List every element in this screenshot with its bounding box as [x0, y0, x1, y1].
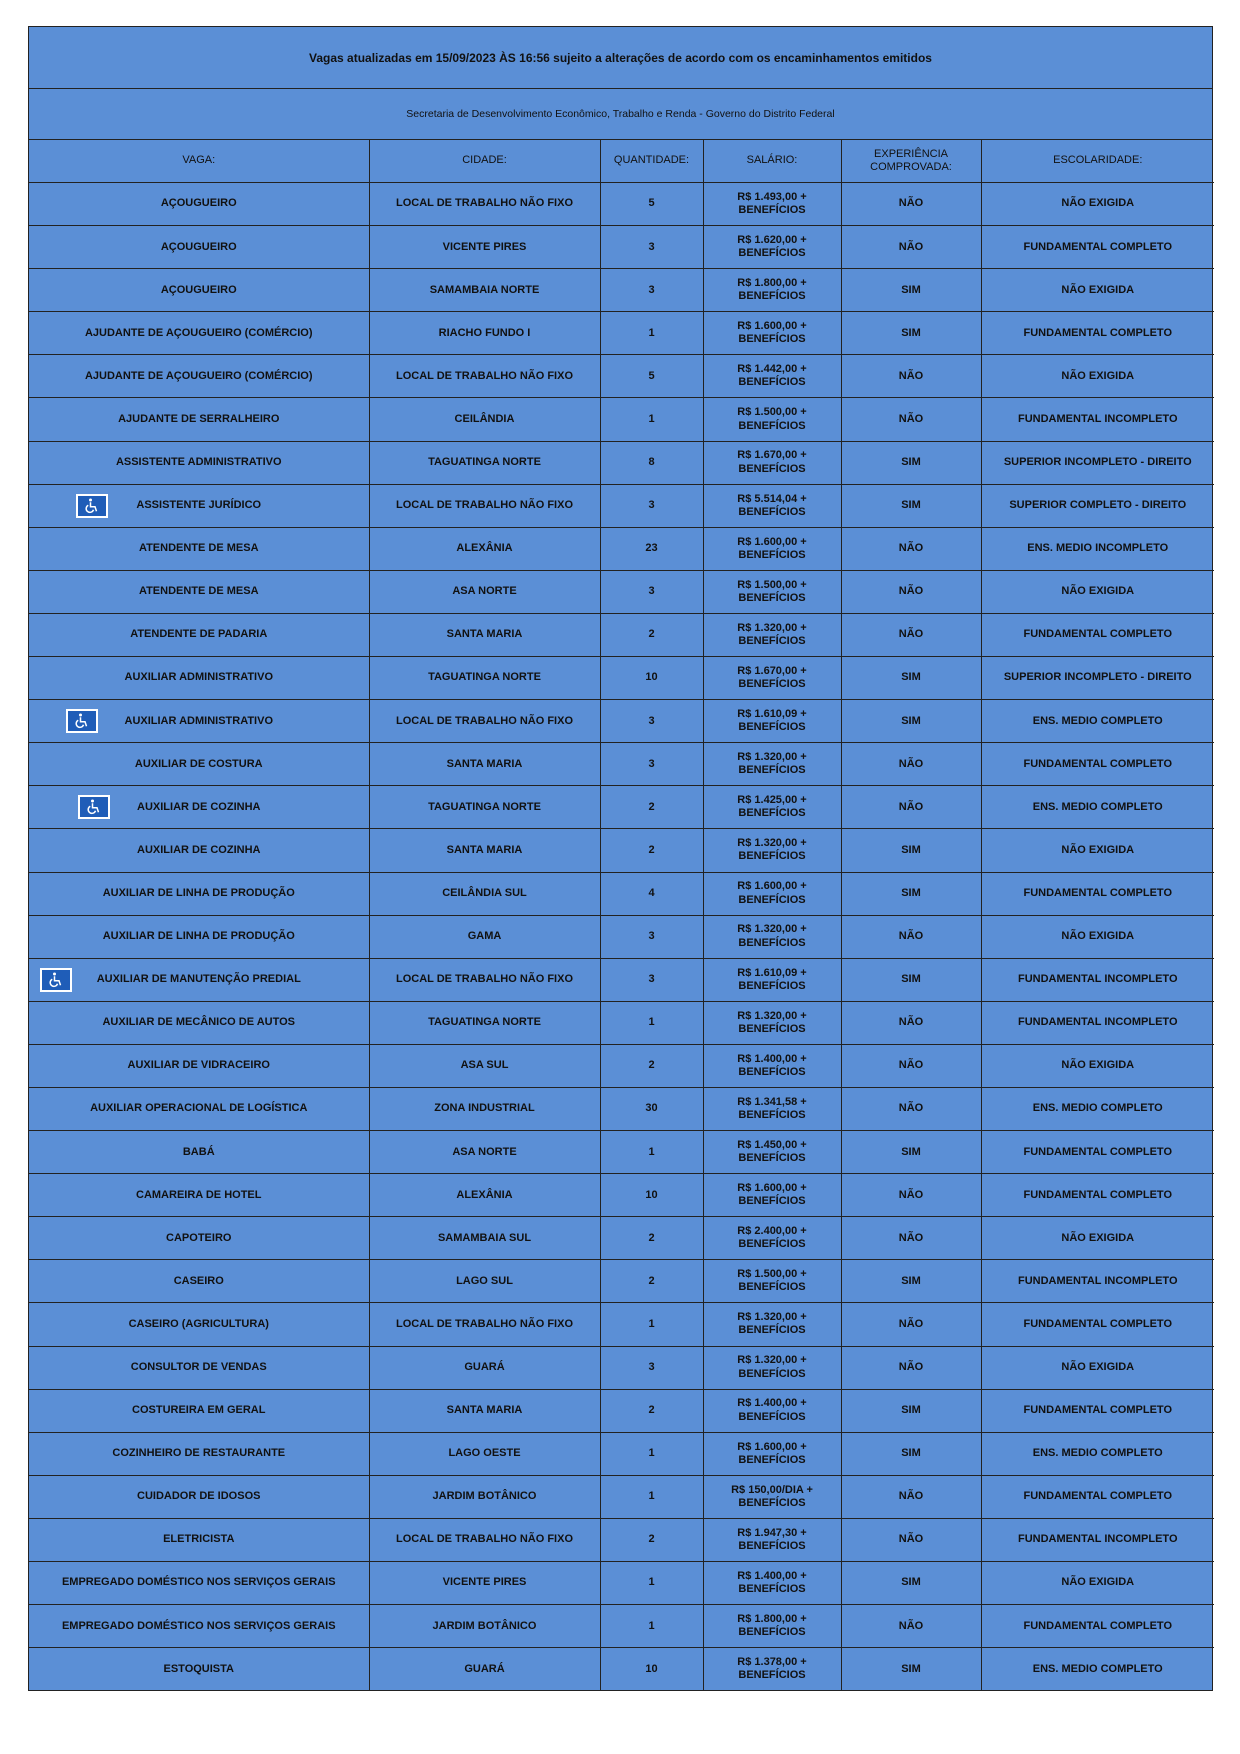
cell-cidade: GUARÁ [369, 1648, 600, 1691]
cell-vaga [29, 484, 369, 527]
cell-salario: R$ 1.320,00 + BENEFÍCIOS [703, 829, 841, 872]
cell-cidade: GUARÁ [369, 1346, 600, 1389]
wheelchair-icon [76, 494, 108, 518]
column-header-quantidade: QUANTIDADE: [600, 140, 703, 183]
table-row [29, 1087, 1214, 1130]
cell-salario: R$ 1.320,00 + BENEFÍCIOS [703, 743, 841, 786]
cell-vaga [29, 786, 369, 829]
vaga-label: AUXILIAR ADMINISTRATIVO [124, 671, 273, 684]
cell-cidade: SAMAMBAIA NORTE [369, 269, 600, 312]
vaga-label: AUXILIAR DE VIDRACEIRO [127, 1059, 270, 1072]
cell-experiencia: NÃO [841, 1174, 981, 1217]
table-row [29, 1044, 1214, 1087]
table-body [29, 183, 1214, 1691]
cell-escolaridade: SUPERIOR COMPLETO - DIREITO [981, 484, 1214, 527]
vaga-label: ESTOQUISTA [163, 1662, 234, 1675]
cell-salario: R$ 1.320,00 + BENEFÍCIOS [703, 613, 841, 656]
cell-experiencia: NÃO [841, 1087, 981, 1130]
cell-cidade: LOCAL DE TRABALHO NÃO FIXO [369, 1303, 600, 1346]
cell-escolaridade: FUNDAMENTAL INCOMPLETO [981, 1260, 1214, 1303]
cell-vaga [29, 1518, 369, 1561]
table-row [29, 355, 1214, 398]
cell-vaga [29, 1174, 369, 1217]
cell-cidade: ASA NORTE [369, 1131, 600, 1174]
column-header-vaga: VAGA: [29, 140, 369, 183]
cell-salario: R$ 1.670,00 + BENEFÍCIOS [703, 657, 841, 700]
cell-vaga [29, 1346, 369, 1389]
cell-escolaridade: FUNDAMENTAL COMPLETO [981, 1303, 1214, 1346]
cell-escolaridade: NÃO EXIGIDA [981, 355, 1214, 398]
cell-experiencia: NÃO [841, 1001, 981, 1044]
cell-salario: R$ 1.800,00 + BENEFÍCIOS [703, 1605, 841, 1648]
cell-experiencia: NÃO [841, 1346, 981, 1389]
cell-escolaridade: FUNDAMENTAL INCOMPLETO [981, 1001, 1214, 1044]
cell-experiencia: NÃO [841, 226, 981, 269]
cell-quantidade: 5 [600, 183, 703, 226]
cell-escolaridade: NÃO EXIGIDA [981, 269, 1214, 312]
cell-salario: R$ 5.514,04 + BENEFÍCIOS [703, 484, 841, 527]
cell-vaga [29, 657, 369, 700]
cell-escolaridade: FUNDAMENTAL COMPLETO [981, 226, 1214, 269]
vaga-label: BABÁ [182, 1145, 215, 1158]
cell-escolaridade: ENS. MEDIO INCOMPLETO [981, 527, 1214, 570]
cell-quantidade: 4 [600, 872, 703, 915]
cell-quantidade: 3 [600, 958, 703, 1001]
cell-cidade: ALEXÂNIA [369, 527, 600, 570]
cell-quantidade: 10 [600, 1174, 703, 1217]
cell-vaga [29, 1131, 369, 1174]
table-header-row [29, 140, 1214, 183]
cell-experiencia: NÃO [841, 1605, 981, 1648]
cell-cidade: SANTA MARIA [369, 743, 600, 786]
cell-escolaridade: NÃO EXIGIDA [981, 829, 1214, 872]
table-row [29, 183, 1214, 226]
cell-vaga [29, 613, 369, 656]
cell-cidade: VICENTE PIRES [369, 1562, 600, 1605]
cell-quantidade: 1 [600, 1303, 703, 1346]
vaga-label: AÇOUGUEIRO [160, 197, 237, 210]
cell-salario: R$ 1.320,00 + BENEFÍCIOS [703, 1346, 841, 1389]
cell-escolaridade: SUPERIOR INCOMPLETO - DIREITO [981, 441, 1214, 484]
vaga-label: CUIDADOR DE IDOSOS [137, 1490, 261, 1503]
cell-experiencia: SIM [841, 1131, 981, 1174]
cell-salario: R$ 1.600,00 + BENEFÍCIOS [703, 527, 841, 570]
table-row [29, 226, 1214, 269]
cell-salario: R$ 1.947,30 + BENEFÍCIOS [703, 1518, 841, 1561]
cell-escolaridade: FUNDAMENTAL COMPLETO [981, 1475, 1214, 1518]
cell-experiencia: SIM [841, 1432, 981, 1475]
table-row [29, 1001, 1214, 1044]
cell-cidade: LOCAL DE TRABALHO NÃO FIXO [369, 958, 600, 1001]
cell-quantidade: 2 [600, 829, 703, 872]
cell-salario: R$ 1.670,00 + BENEFÍCIOS [703, 441, 841, 484]
table-row [29, 613, 1214, 656]
table-row [29, 700, 1214, 743]
table-row [29, 1303, 1214, 1346]
vaga-label: AUXILIAR DE LINHA DE PRODUÇÃO [102, 886, 295, 899]
cell-cidade: CEILÂNDIA [369, 398, 600, 441]
cell-quantidade: 3 [600, 743, 703, 786]
wheelchair-icon [40, 968, 72, 992]
cell-quantidade: 3 [600, 269, 703, 312]
cell-vaga [29, 355, 369, 398]
cell-cidade: LOCAL DE TRABALHO NÃO FIXO [369, 700, 600, 743]
cell-experiencia: SIM [841, 1562, 981, 1605]
cell-vaga [29, 269, 369, 312]
cell-experiencia: SIM [841, 312, 981, 355]
cell-cidade: TAGUATINGA NORTE [369, 657, 600, 700]
cell-salario: R$ 1.600,00 + BENEFÍCIOS [703, 1174, 841, 1217]
table-row [29, 1260, 1214, 1303]
cell-cidade: JARDIM BOTÂNICO [369, 1605, 600, 1648]
cell-cidade: SANTA MARIA [369, 1389, 600, 1432]
table-row [29, 657, 1214, 700]
cell-vaga [29, 1648, 369, 1691]
cell-escolaridade: FUNDAMENTAL COMPLETO [981, 1174, 1214, 1217]
cell-quantidade: 1 [600, 1562, 703, 1605]
cell-salario: R$ 1.400,00 + BENEFÍCIOS [703, 1044, 841, 1087]
cell-quantidade: 2 [600, 1217, 703, 1260]
cell-escolaridade: FUNDAMENTAL INCOMPLETO [981, 398, 1214, 441]
cell-vaga [29, 829, 369, 872]
cell-quantidade: 3 [600, 226, 703, 269]
cell-salario: R$ 1.341,58 + BENEFÍCIOS [703, 1087, 841, 1130]
vaga-label: CONSULTOR DE VENDAS [130, 1360, 267, 1373]
cell-escolaridade: NÃO EXIGIDA [981, 1346, 1214, 1389]
cell-cidade: RIACHO FUNDO I [369, 312, 600, 355]
cell-quantidade: 23 [600, 527, 703, 570]
vaga-label: CAMAREIRA DE HOTEL [136, 1188, 262, 1201]
table-row [29, 570, 1214, 613]
table-row [29, 527, 1214, 570]
page-subtitle: Secretaria de Desenvolvimento Econômico, Trabalho e Renda - Governo do Distrito Federal [29, 89, 1212, 140]
cell-vaga [29, 1044, 369, 1087]
cell-quantidade: 1 [600, 398, 703, 441]
cell-vaga [29, 398, 369, 441]
cell-salario: R$ 1.600,00 + BENEFÍCIOS [703, 872, 841, 915]
cell-experiencia: SIM [841, 1648, 981, 1691]
cell-quantidade: 8 [600, 441, 703, 484]
column-header-experiencia: EXPERIÊNCIA COMPROVADA: [841, 140, 981, 183]
table-row [29, 1605, 1214, 1648]
vaga-label: AUXILIAR OPERACIONAL DE LOGÍSTICA [90, 1102, 308, 1115]
cell-cidade: ASA SUL [369, 1044, 600, 1087]
cell-cidade: ALEXÂNIA [369, 1174, 600, 1217]
cell-escolaridade: ENS. MEDIO COMPLETO [981, 1432, 1214, 1475]
cell-vaga [29, 1260, 369, 1303]
cell-escolaridade: NÃO EXIGIDA [981, 1217, 1214, 1260]
cell-vaga [29, 1303, 369, 1346]
cell-experiencia: NÃO [841, 1303, 981, 1346]
cell-quantidade: 10 [600, 657, 703, 700]
cell-vaga [29, 915, 369, 958]
cell-experiencia: NÃO [841, 1518, 981, 1561]
cell-quantidade: 1 [600, 1605, 703, 1648]
cell-cidade: ZONA INDUSTRIAL [369, 1087, 600, 1130]
cell-escolaridade: FUNDAMENTAL COMPLETO [981, 613, 1214, 656]
table-row [29, 484, 1214, 527]
cell-cidade: JARDIM BOTÂNICO [369, 1475, 600, 1518]
table-row [29, 1648, 1214, 1691]
vaga-label: CASEIRO [173, 1274, 224, 1287]
cell-experiencia: SIM [841, 1260, 981, 1303]
cell-escolaridade: FUNDAMENTAL COMPLETO [981, 1131, 1214, 1174]
cell-experiencia: NÃO [841, 786, 981, 829]
cell-quantidade: 1 [600, 1001, 703, 1044]
cell-escolaridade: SUPERIOR INCOMPLETO - DIREITO [981, 657, 1214, 700]
cell-cidade: VICENTE PIRES [369, 226, 600, 269]
cell-quantidade: 3 [600, 700, 703, 743]
table-row [29, 398, 1214, 441]
cell-experiencia: SIM [841, 958, 981, 1001]
cell-cidade: TAGUATINGA NORTE [369, 786, 600, 829]
vaga-label: ATENDENTE DE MESA [138, 585, 259, 598]
cell-salario: R$ 1.400,00 + BENEFÍCIOS [703, 1562, 841, 1605]
cell-vaga [29, 1605, 369, 1648]
cell-salario: R$ 1.400,00 + BENEFÍCIOS [703, 1389, 841, 1432]
vaga-label: AUXILIAR DE COSTURA [134, 757, 263, 770]
table-row [29, 958, 1214, 1001]
cell-vaga [29, 1432, 369, 1475]
cell-cidade: LOCAL DE TRABALHO NÃO FIXO [369, 355, 600, 398]
vaga-label: AUXILIAR ADMINISTRATIVO [124, 714, 273, 727]
table-row [29, 1518, 1214, 1561]
cell-quantidade: 2 [600, 1389, 703, 1432]
vaga-label: AÇOUGUEIRO [160, 283, 237, 296]
column-header-cidade: CIDADE: [369, 140, 600, 183]
table-row [29, 1475, 1214, 1518]
table-row [29, 1389, 1214, 1432]
cell-experiencia: NÃO [841, 1044, 981, 1087]
cell-escolaridade: NÃO EXIGIDA [981, 570, 1214, 613]
vaga-label: AUXILIAR DE LINHA DE PRODUÇÃO [102, 930, 295, 943]
cell-cidade: LOCAL DE TRABALHO NÃO FIXO [369, 1518, 600, 1561]
cell-salario: R$ 1.320,00 + BENEFÍCIOS [703, 1303, 841, 1346]
vaga-label: EMPREGADO DOMÉSTICO NOS SERVIÇOS GERAIS [61, 1576, 336, 1589]
table-row [29, 743, 1214, 786]
vaga-label: AJUDANTE DE SERRALHEIRO [118, 412, 280, 425]
cell-salario: R$ 1.800,00 + BENEFÍCIOS [703, 269, 841, 312]
cell-salario: R$ 1.610,09 + BENEFÍCIOS [703, 958, 841, 1001]
vaga-label: CAPOTEIRO [166, 1231, 232, 1244]
vaga-label: ATENDENTE DE MESA [138, 542, 259, 555]
cell-escolaridade: NÃO EXIGIDA [981, 183, 1214, 226]
cell-quantidade: 1 [600, 1432, 703, 1475]
vaga-label: COZINHEIRO DE RESTAURANTE [112, 1447, 286, 1460]
cell-cidade: CEILÂNDIA SUL [369, 872, 600, 915]
cell-vaga [29, 1389, 369, 1432]
cell-experiencia: NÃO [841, 1475, 981, 1518]
cell-escolaridade: ENS. MEDIO COMPLETO [981, 1087, 1214, 1130]
vaga-label: ATENDENTE DE PADARIA [130, 628, 268, 641]
cell-salario: R$ 1.442,00 + BENEFÍCIOS [703, 355, 841, 398]
cell-vaga [29, 1087, 369, 1130]
cell-cidade: GAMA [369, 915, 600, 958]
table-row [29, 312, 1214, 355]
cell-salario: R$ 1.425,00 + BENEFÍCIOS [703, 786, 841, 829]
cell-salario: R$ 1.500,00 + BENEFÍCIOS [703, 570, 841, 613]
cell-escolaridade: NÃO EXIGIDA [981, 915, 1214, 958]
cell-vaga [29, 700, 369, 743]
cell-escolaridade: FUNDAMENTAL COMPLETO [981, 312, 1214, 355]
cell-vaga [29, 1001, 369, 1044]
cell-cidade: SANTA MARIA [369, 613, 600, 656]
cell-quantidade: 2 [600, 1044, 703, 1087]
table-row [29, 829, 1214, 872]
vaga-label: AÇOUGUEIRO [160, 240, 237, 253]
job-vacancies-sheet [28, 26, 1213, 1691]
cell-quantidade: 1 [600, 312, 703, 355]
cell-experiencia: NÃO [841, 398, 981, 441]
cell-escolaridade: FUNDAMENTAL COMPLETO [981, 1389, 1214, 1432]
vaga-label: ASSISTENTE ADMINISTRATIVO [115, 456, 282, 469]
cell-cidade: SAMAMBAIA SUL [369, 1217, 600, 1260]
cell-escolaridade: FUNDAMENTAL COMPLETO [981, 743, 1214, 786]
cell-quantidade: 3 [600, 1346, 703, 1389]
cell-vaga [29, 570, 369, 613]
table-row [29, 1432, 1214, 1475]
wheelchair-icon [78, 795, 110, 819]
cell-escolaridade: FUNDAMENTAL COMPLETO [981, 1605, 1214, 1648]
cell-escolaridade: ENS. MEDIO COMPLETO [981, 1648, 1214, 1691]
cell-salario: R$ 1.620,00 + BENEFÍCIOS [703, 226, 841, 269]
table-row [29, 1346, 1214, 1389]
cell-vaga [29, 1217, 369, 1260]
cell-vaga [29, 1562, 369, 1605]
cell-vaga [29, 312, 369, 355]
cell-experiencia: NÃO [841, 613, 981, 656]
table-row [29, 441, 1214, 484]
cell-salario: R$ 1.450,00 + BENEFÍCIOS [703, 1131, 841, 1174]
cell-cidade: SANTA MARIA [369, 829, 600, 872]
cell-salario: R$ 1.600,00 + BENEFÍCIOS [703, 312, 841, 355]
cell-quantidade: 3 [600, 570, 703, 613]
cell-experiencia: SIM [841, 700, 981, 743]
cell-experiencia: NÃO [841, 570, 981, 613]
column-header-salario: SALÁRIO: [703, 140, 841, 183]
page-title: Vagas atualizadas em 15/09/2023 ÀS 16:56 sujeito a alterações de acordo com os encaminhamentos emitidos [29, 27, 1212, 89]
cell-experiencia: SIM [841, 872, 981, 915]
cell-quantidade: 5 [600, 355, 703, 398]
cell-quantidade: 30 [600, 1087, 703, 1130]
vaga-label: AUXILIAR DE COZINHA [137, 843, 261, 856]
table-row [29, 269, 1214, 312]
cell-vaga [29, 527, 369, 570]
vaga-label: AUXILIAR DE COZINHA [137, 800, 261, 813]
cell-salario: R$ 1.600,00 + BENEFÍCIOS [703, 1432, 841, 1475]
cell-vaga [29, 226, 369, 269]
cell-vaga [29, 1475, 369, 1518]
cell-quantidade: 1 [600, 1475, 703, 1518]
cell-escolaridade: ENS. MEDIO COMPLETO [981, 786, 1214, 829]
vaga-label: ASSISTENTE JURÍDICO [136, 499, 262, 512]
table-row [29, 1174, 1214, 1217]
cell-vaga [29, 958, 369, 1001]
cell-escolaridade: NÃO EXIGIDA [981, 1562, 1214, 1605]
cell-quantidade: 3 [600, 915, 703, 958]
cell-cidade: ASA NORTE [369, 570, 600, 613]
cell-experiencia: NÃO [841, 527, 981, 570]
vaga-label: CASEIRO (AGRICULTURA) [128, 1317, 269, 1330]
cell-experiencia: SIM [841, 484, 981, 527]
cell-experiencia: SIM [841, 829, 981, 872]
vaga-label: AUXILIAR DE MANUTENÇÃO PREDIAL [96, 973, 301, 986]
cell-escolaridade: FUNDAMENTAL COMPLETO [981, 872, 1214, 915]
cell-experiencia: SIM [841, 269, 981, 312]
table-row [29, 1562, 1214, 1605]
cell-salario: R$ 1.500,00 + BENEFÍCIOS [703, 1260, 841, 1303]
table-row [29, 1217, 1214, 1260]
cell-salario: R$ 1.378,00 + BENEFÍCIOS [703, 1648, 841, 1691]
cell-escolaridade: FUNDAMENTAL INCOMPLETO [981, 1518, 1214, 1561]
cell-quantidade: 1 [600, 1131, 703, 1174]
vaga-label: COSTUREIRA EM GERAL [132, 1404, 266, 1417]
cell-quantidade: 2 [600, 786, 703, 829]
cell-cidade: TAGUATINGA NORTE [369, 1001, 600, 1044]
cell-experiencia: NÃO [841, 743, 981, 786]
vaga-label: ELETRICISTA [163, 1533, 235, 1546]
cell-experiencia: SIM [841, 657, 981, 700]
vaga-label: EMPREGADO DOMÉSTICO NOS SERVIÇOS GERAIS [61, 1619, 336, 1632]
cell-cidade: LAGO OESTE [369, 1432, 600, 1475]
cell-salario: R$ 1.320,00 + BENEFÍCIOS [703, 915, 841, 958]
cell-salario: R$ 1.320,00 + BENEFÍCIOS [703, 1001, 841, 1044]
column-header-escolaridade: ESCOLARIDADE: [981, 140, 1214, 183]
cell-vaga [29, 872, 369, 915]
cell-escolaridade: ENS. MEDIO COMPLETO [981, 700, 1214, 743]
cell-experiencia: NÃO [841, 915, 981, 958]
cell-salario: R$ 2.400,00 + BENEFÍCIOS [703, 1217, 841, 1260]
cell-salario: R$ 1.500,00 + BENEFÍCIOS [703, 398, 841, 441]
table-row [29, 872, 1214, 915]
table-row [29, 915, 1214, 958]
cell-cidade: TAGUATINGA NORTE [369, 441, 600, 484]
cell-experiencia: NÃO [841, 355, 981, 398]
vaga-label: AUXILIAR DE MECÂNICO DE AUTOS [102, 1016, 295, 1029]
cell-vaga [29, 743, 369, 786]
wheelchair-icon [66, 709, 98, 733]
cell-quantidade: 2 [600, 613, 703, 656]
cell-cidade: LOCAL DE TRABALHO NÃO FIXO [369, 484, 600, 527]
vaga-label: AJUDANTE DE AÇOUGUEIRO (COMÉRCIO) [84, 369, 313, 382]
table-row [29, 1131, 1214, 1174]
vaga-label: AJUDANTE DE AÇOUGUEIRO (COMÉRCIO) [84, 326, 313, 339]
cell-escolaridade: FUNDAMENTAL INCOMPLETO [981, 958, 1214, 1001]
cell-experiencia: NÃO [841, 183, 981, 226]
cell-quantidade: 2 [600, 1518, 703, 1561]
cell-experiencia: SIM [841, 441, 981, 484]
cell-salario: R$ 1.610,09 + BENEFÍCIOS [703, 700, 841, 743]
cell-salario: R$ 1.493,00 + BENEFÍCIOS [703, 183, 841, 226]
cell-experiencia: NÃO [841, 1217, 981, 1260]
table-row [29, 786, 1214, 829]
cell-vaga [29, 183, 369, 226]
vacancies-table [29, 140, 1214, 1690]
cell-vaga [29, 441, 369, 484]
cell-quantidade: 10 [600, 1648, 703, 1691]
cell-cidade: LAGO SUL [369, 1260, 600, 1303]
cell-quantidade: 2 [600, 1260, 703, 1303]
cell-quantidade: 3 [600, 484, 703, 527]
cell-experiencia: SIM [841, 1389, 981, 1432]
cell-salario: R$ 150,00/DIA + BENEFÍCIOS [703, 1475, 841, 1518]
cell-cidade: LOCAL DE TRABALHO NÃO FIXO [369, 183, 600, 226]
cell-escolaridade: NÃO EXIGIDA [981, 1044, 1214, 1087]
